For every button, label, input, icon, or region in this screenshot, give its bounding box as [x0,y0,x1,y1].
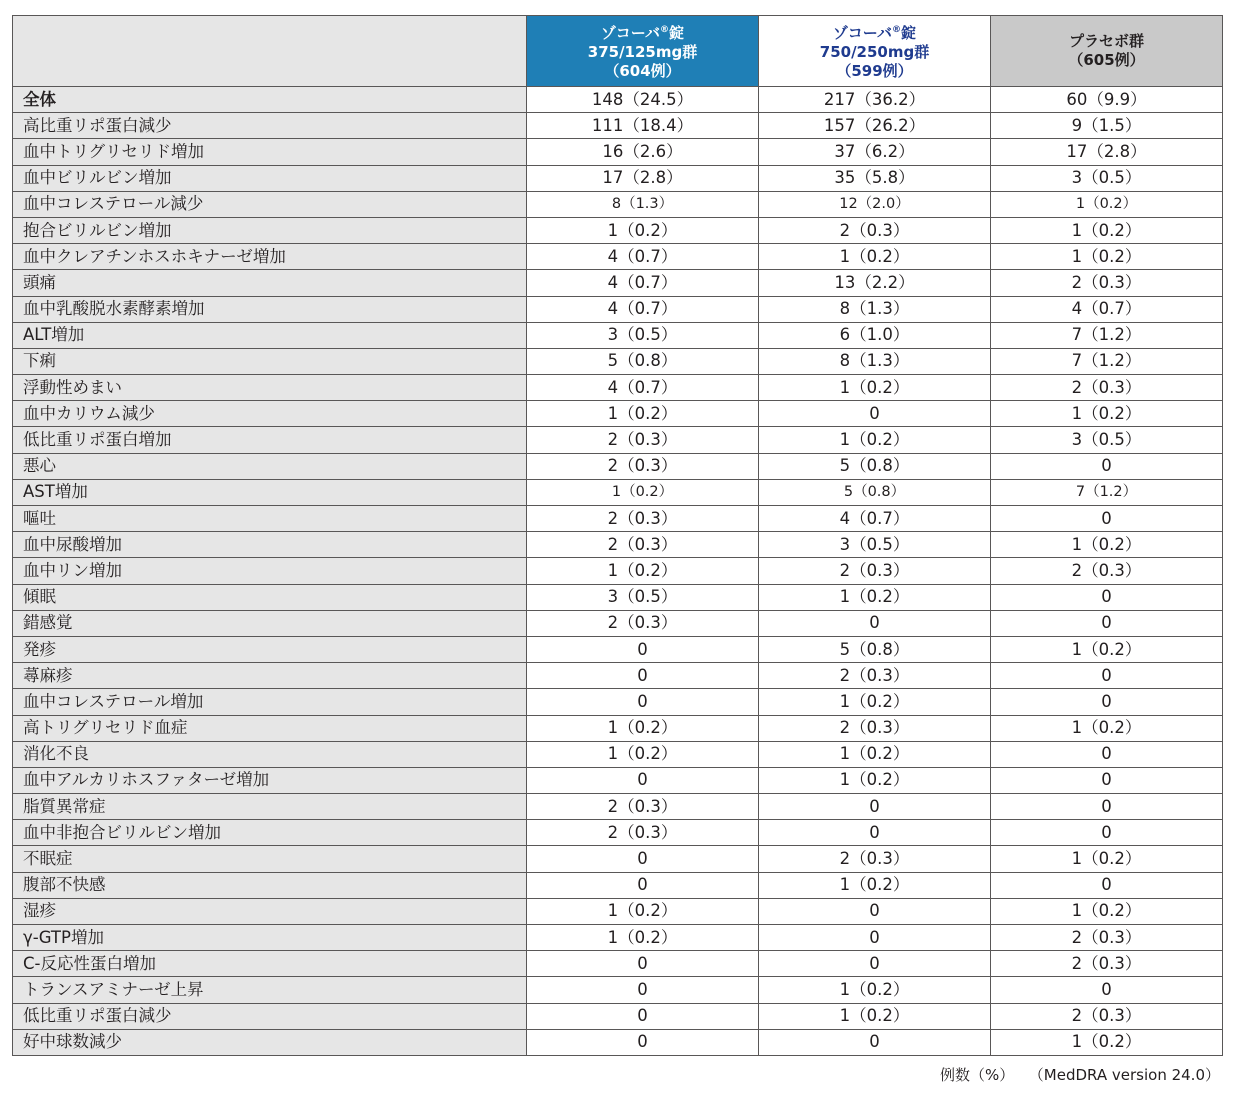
value-750-250mg: 217（36.2） [759,87,991,113]
value-375-125mg: 2（0.3） [527,610,759,636]
adverse-event-term: 悪心 [13,453,527,479]
value-375-125mg: 0 [527,977,759,1003]
table-row [13,794,1223,820]
table-row [13,925,1223,951]
value-375-125mg: 4（0.7） [527,296,759,322]
value-375-125mg: 1（0.2） [527,898,759,924]
value-placebo: 1（0.2） [991,244,1223,270]
table-row [13,244,1223,270]
table-row [13,663,1223,689]
value-placebo: 1（0.2） [991,532,1223,558]
patient-count: （604例） [604,62,681,80]
table-row [13,820,1223,846]
value-placebo: 0 [991,977,1223,1003]
value-375-125mg: 0 [527,951,759,977]
value-placebo: 1（0.2） [991,191,1223,217]
dose-label: 375/125mg群 [587,43,698,61]
value-375-125mg: 5（0.8） [527,348,759,374]
table-row [13,453,1223,479]
value-placebo: 0 [991,453,1223,479]
value-placebo: 0 [991,794,1223,820]
value-placebo: 0 [991,741,1223,767]
value-750-250mg: 1（0.2） [759,244,991,270]
drug-name: ゾコーバ [833,24,892,42]
header-placebo [991,16,1223,87]
table-row [13,767,1223,793]
table-row [13,479,1223,505]
adverse-event-term: 血中クレアチンホスホキナーゼ増加 [13,244,527,270]
value-375-125mg: 16（2.6） [527,139,759,165]
value-750-250mg: 1（0.2） [759,741,991,767]
value-750-250mg: 0 [759,951,991,977]
value-750-250mg: 0 [759,820,991,846]
value-375-125mg: 17（2.8） [527,165,759,191]
table-row [13,610,1223,636]
value-375-125mg: 1（0.2） [527,558,759,584]
adverse-event-term: 抱合ビリルビン増加 [13,217,527,243]
table-row [13,636,1223,662]
adverse-event-term: 血中乳酸脱水素酵素増加 [13,296,527,322]
value-375-125mg: 3（0.5） [527,322,759,348]
value-750-250mg: 1（0.2） [759,427,991,453]
table-row [13,322,1223,348]
value-375-125mg: 1（0.2） [527,741,759,767]
value-placebo: 1（0.2） [991,715,1223,741]
table-row [13,401,1223,427]
value-750-250mg: 1（0.2） [759,977,991,1003]
table-row [13,1003,1223,1029]
value-placebo: 1（0.2） [991,636,1223,662]
adverse-event-term: 血中コレステロール増加 [13,689,527,715]
adverse-event-term: 頭痛 [13,270,527,296]
value-375-125mg: 111（18.4） [527,113,759,139]
table-body [13,87,1223,1056]
value-placebo: 2（0.3） [991,951,1223,977]
table-row [13,846,1223,872]
value-375-125mg: 2（0.3） [527,506,759,532]
value-750-250mg: 0 [759,898,991,924]
value-750-250mg: 8（1.3） [759,348,991,374]
header-row [13,16,1223,87]
table-row [13,139,1223,165]
value-placebo: 60（9.9） [991,87,1223,113]
value-750-250mg: 1（0.2） [759,584,991,610]
adverse-event-term: 血中トリグリセリド増加 [13,139,527,165]
value-750-250mg: 1（0.2） [759,872,991,898]
value-750-250mg: 6（1.0） [759,322,991,348]
value-375-125mg: 4（0.7） [527,270,759,296]
adverse-event-term: AST増加 [13,479,527,505]
value-placebo: 0 [991,610,1223,636]
value-placebo: 2（0.3） [991,375,1223,401]
value-placebo: 4（0.7） [991,296,1223,322]
adverse-event-term: 血中非抱合ビリルビン増加 [13,820,527,846]
value-375-125mg: 0 [527,1029,759,1055]
table-row [13,951,1223,977]
value-750-250mg: 5（0.8） [759,636,991,662]
value-750-250mg: 1（0.2） [759,767,991,793]
adverse-event-term: 血中アルカリホスファターゼ増加 [13,767,527,793]
value-placebo: 2（0.3） [991,270,1223,296]
value-placebo: 3（0.5） [991,427,1223,453]
value-375-125mg: 1（0.2） [527,401,759,427]
adverse-events-table [12,15,1223,1056]
table-row [13,584,1223,610]
value-375-125mg: 2（0.3） [527,820,759,846]
value-750-250mg: 0 [759,925,991,951]
drug-form: 錠 [668,24,684,42]
value-750-250mg: 1（0.2） [759,375,991,401]
value-placebo: 0 [991,767,1223,793]
drug-name: ゾコーバ [601,24,660,42]
adverse-event-term: 低比重リポ蛋白減少 [13,1003,527,1029]
value-750-250mg: 2（0.3） [759,846,991,872]
table-row [13,1029,1223,1055]
value-750-250mg: 157（26.2） [759,113,991,139]
adverse-event-term: 浮動性めまい [13,375,527,401]
value-375-125mg: 2（0.3） [527,453,759,479]
value-375-125mg: 0 [527,663,759,689]
table-row [13,165,1223,191]
value-750-250mg: 0 [759,1029,991,1055]
value-375-125mg: 1（0.2） [527,217,759,243]
table-row [13,87,1223,113]
table-row [13,741,1223,767]
value-placebo: 7（1.2） [991,479,1223,505]
header-xocova-375 [527,16,759,87]
table-row [13,113,1223,139]
adverse-event-term: 好中球数減少 [13,1029,527,1055]
value-375-125mg: 0 [527,1003,759,1029]
value-placebo: 1（0.2） [991,217,1223,243]
meddra-version-note: （MedDRA version 24.0） [1036,1066,1220,1084]
table-row [13,532,1223,558]
value-placebo: 2（0.3） [991,558,1223,584]
value-placebo: 7（1.2） [991,348,1223,374]
value-375-125mg: 4（0.7） [527,244,759,270]
value-750-250mg: 8（1.3） [759,296,991,322]
value-375-125mg: 0 [527,636,759,662]
value-750-250mg: 5（0.8） [759,479,991,505]
footer-note [940,1064,1220,1085]
table-row [13,977,1223,1003]
value-375-125mg: 8（1.3） [527,191,759,217]
value-750-250mg: 2（0.3） [759,217,991,243]
value-375-125mg: 0 [527,689,759,715]
table-row [13,191,1223,217]
adverse-event-term: 蕁麻疹 [13,663,527,689]
adverse-event-term: 高トリグリセリド血症 [13,715,527,741]
registered-mark: ® [891,25,901,35]
patient-count: （605例） [1068,51,1145,69]
adverse-event-term: 傾眠 [13,584,527,610]
value-375-125mg: 3（0.5） [527,584,759,610]
registered-mark: ® [659,25,669,35]
value-placebo: 2（0.3） [991,1003,1223,1029]
value-placebo: 0 [991,506,1223,532]
value-375-125mg: 2（0.3） [527,532,759,558]
table-row [13,898,1223,924]
adverse-event-term: 全体 [13,87,527,113]
adverse-event-term: 血中リン増加 [13,558,527,584]
value-750-250mg: 2（0.3） [759,558,991,584]
dose-label: 750/250mg群 [819,43,930,61]
table-row [13,217,1223,243]
value-375-125mg: 148（24.5） [527,87,759,113]
adverse-event-term: 下痢 [13,348,527,374]
value-placebo: 3（0.5） [991,165,1223,191]
adverse-event-term: ALT増加 [13,322,527,348]
adverse-event-term: 錯感覚 [13,610,527,636]
table-header [13,16,1223,87]
value-375-125mg: 1（0.2） [527,479,759,505]
value-750-250mg: 4（0.7） [759,506,991,532]
value-placebo: 1（0.2） [991,846,1223,872]
value-375-125mg: 2（0.3） [527,794,759,820]
adverse-event-term: 血中尿酸増加 [13,532,527,558]
adverse-event-term: 低比重リポ蛋白増加 [13,427,527,453]
value-375-125mg: 0 [527,767,759,793]
value-placebo: 0 [991,689,1223,715]
adverse-event-term: C-反応性蛋白増加 [13,951,527,977]
value-375-125mg: 2（0.3） [527,427,759,453]
table-row [13,296,1223,322]
header-corner-cell [13,16,527,87]
value-750-250mg: 1（0.2） [759,689,991,715]
value-750-250mg: 0 [759,610,991,636]
adverse-event-term: 血中コレステロール減少 [13,191,527,217]
placebo-label: プラセボ群 [1068,32,1144,50]
value-750-250mg: 37（6.2） [759,139,991,165]
value-placebo: 2（0.3） [991,925,1223,951]
table-row [13,270,1223,296]
adverse-event-term: トランスアミナーゼ上昇 [13,977,527,1003]
adverse-event-term: 消化不良 [13,741,527,767]
value-375-125mg: 1（0.2） [527,925,759,951]
header-xocova-750 [759,16,991,87]
value-375-125mg: 0 [527,846,759,872]
value-placebo: 1（0.2） [991,401,1223,427]
value-placebo: 9（1.5） [991,113,1223,139]
value-placebo: 0 [991,663,1223,689]
value-placebo: 0 [991,820,1223,846]
value-375-125mg: 4（0.7） [527,375,759,401]
value-750-250mg: 3（0.5） [759,532,991,558]
adverse-event-term: 発疹 [13,636,527,662]
value-placebo: 1（0.2） [991,1029,1223,1055]
adverse-event-term: 湿疹 [13,898,527,924]
value-750-250mg: 0 [759,401,991,427]
table-row [13,872,1223,898]
adverse-event-term: 腹部不快感 [13,872,527,898]
adverse-event-term: 血中ビリルビン増加 [13,165,527,191]
table-row [13,715,1223,741]
value-750-250mg: 12（2.0） [759,191,991,217]
adverse-event-term: 不眠症 [13,846,527,872]
adverse-event-term: 高比重リポ蛋白減少 [13,113,527,139]
value-750-250mg: 5（0.8） [759,453,991,479]
table-row [13,375,1223,401]
value-750-250mg: 0 [759,794,991,820]
adverse-event-term: 嘔吐 [13,506,527,532]
table-row [13,689,1223,715]
unit-note: 例数（%） [940,1066,1015,1084]
value-750-250mg: 2（0.3） [759,715,991,741]
adverse-event-term: 血中カリウム減少 [13,401,527,427]
adverse-event-term: 脂質異常症 [13,794,527,820]
drug-form: 錠 [900,24,916,42]
value-375-125mg: 1（0.2） [527,715,759,741]
value-placebo: 1（0.2） [991,898,1223,924]
table-row [13,506,1223,532]
value-750-250mg: 13（2.2） [759,270,991,296]
value-placebo: 0 [991,584,1223,610]
value-placebo: 17（2.8） [991,139,1223,165]
value-750-250mg: 1（0.2） [759,1003,991,1029]
table-row [13,348,1223,374]
table-row [13,558,1223,584]
value-placebo: 0 [991,872,1223,898]
value-750-250mg: 2（0.3） [759,663,991,689]
adverse-event-term: γ-GTP増加 [13,925,527,951]
value-375-125mg: 0 [527,872,759,898]
value-750-250mg: 35（5.8） [759,165,991,191]
table-row [13,427,1223,453]
patient-count: （599例） [836,62,913,80]
value-placebo: 7（1.2） [991,322,1223,348]
